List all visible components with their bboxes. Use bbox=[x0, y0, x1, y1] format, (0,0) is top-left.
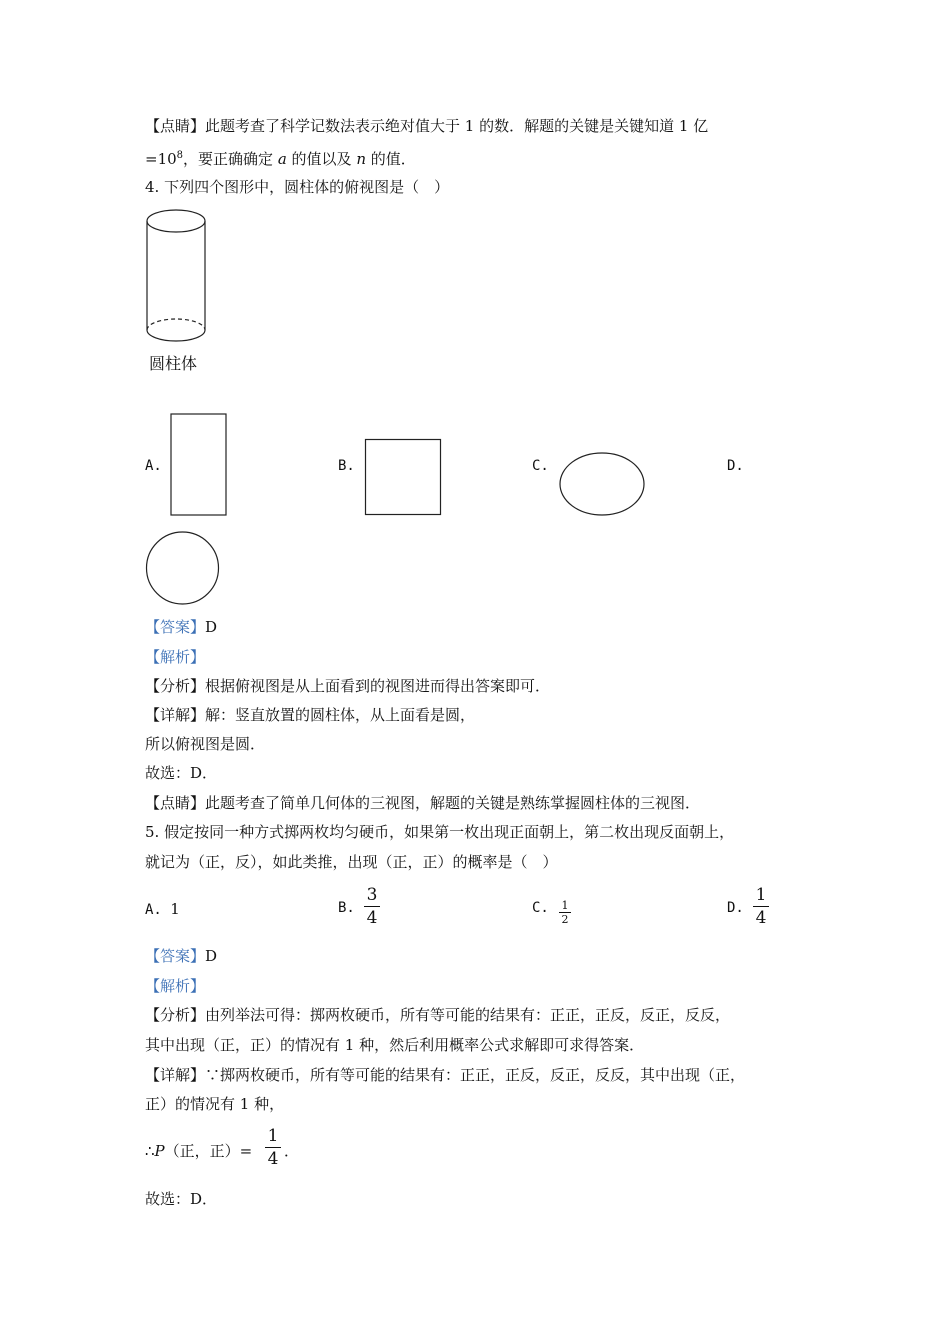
q4-answer: 【答案】D bbox=[145, 618, 218, 636]
q4-dianjing: 【点睛】此题考查了简单几何体的三视图，解题的关键是熟练掌握圆柱体的三视图． bbox=[145, 794, 701, 812]
q5-fenxi-1: 【分析】由列举法可得：掷两枚硬币，所有等可能的结果有：正正，正反，反正，反反， bbox=[145, 1006, 731, 1024]
square-figure bbox=[364, 438, 442, 516]
q5-xiangjie-1: 【详解】∵掷两枚硬币，所有等可能的结果有：正正，正反，反正，反反，其中出现（正， bbox=[145, 1066, 746, 1084]
ellipse-figure bbox=[558, 451, 648, 517]
q5-xiangjie-2: 正）的情况有 1 种， bbox=[145, 1095, 285, 1113]
answer-tag: 【答案】 bbox=[145, 618, 206, 636]
q5-option-b-fraction: 3 4 bbox=[364, 886, 380, 927]
q5-jiexi-tag: 【解析】 bbox=[145, 977, 206, 995]
q4-stem: 4. 下列四个图形中，圆柱体的俯视图是（ ） bbox=[145, 178, 450, 196]
q5-stem-2: 就记为（正，反），如此类推，出现（正，正）的概率是（ ） bbox=[145, 853, 558, 871]
q5-option-a[interactable]: A. 1 bbox=[145, 900, 180, 918]
q4-option-d-label[interactable]: D. bbox=[727, 458, 744, 474]
q4-xiangjie: 【详解】解：竖直放置的圆柱体，从上面看是圆， bbox=[145, 706, 476, 724]
q5-result: ∴P（正，正）= bbox=[145, 1142, 253, 1160]
q5-answer: 【答案】D bbox=[145, 947, 218, 965]
dianjing-line-2: $=10^8$，要正确确定 a 的值以及 n 的值． bbox=[145, 150, 416, 168]
q5-result-end: ． bbox=[284, 1142, 300, 1160]
q5-option-c-fraction: 1 2 bbox=[559, 900, 571, 925]
circle-figure bbox=[144, 530, 221, 607]
q4-fenxi: 【分析】根据俯视图是从上面看到的视图进而得出答案即可． bbox=[145, 677, 551, 695]
q4-option-b-label[interactable]: B. bbox=[338, 458, 355, 474]
answer-tag: 【答案】 bbox=[145, 947, 206, 965]
q4-option-a-label[interactable]: A. bbox=[145, 458, 162, 474]
q4-jiexi-tag: 【解析】 bbox=[145, 648, 206, 666]
q4-xiangjie-2: 所以俯视图是圆． bbox=[145, 735, 266, 753]
cylinder-label: 圆柱体 bbox=[149, 354, 198, 373]
q5-option-b-label[interactable]: B. bbox=[338, 900, 355, 916]
q5-option-d-label[interactable]: D. bbox=[727, 900, 744, 916]
q5-fenxi-2: 其中出现（正，正）的情况有 1 种，然后利用概率公式求解即可求得答案． bbox=[145, 1036, 645, 1054]
rectangle-figure bbox=[170, 413, 228, 517]
dianjing-line-1: 【点睛】此题考查了科学记数法表示绝对值大于 1 的数．解题的关键是关键知道 1 亿 bbox=[145, 117, 709, 135]
q5-choice: 故选：D． bbox=[145, 1190, 218, 1208]
q4-option-c-label[interactable]: C. bbox=[532, 458, 549, 474]
q5-stem-1: 5. 假定按同一种方式掷两枚均匀硬币，如果第一枚出现正面朝上，第二枚出现反面朝上， bbox=[145, 823, 735, 841]
dianjing-tag: 【点睛】 bbox=[145, 117, 206, 135]
q5-result-fraction: 1 4 bbox=[265, 1127, 281, 1168]
q4-choice: 故选：D． bbox=[145, 764, 218, 782]
q5-option-d-fraction: 1 4 bbox=[753, 886, 769, 927]
q5-option-c-label[interactable]: C. bbox=[532, 900, 549, 916]
cylinder-figure bbox=[140, 204, 215, 344]
